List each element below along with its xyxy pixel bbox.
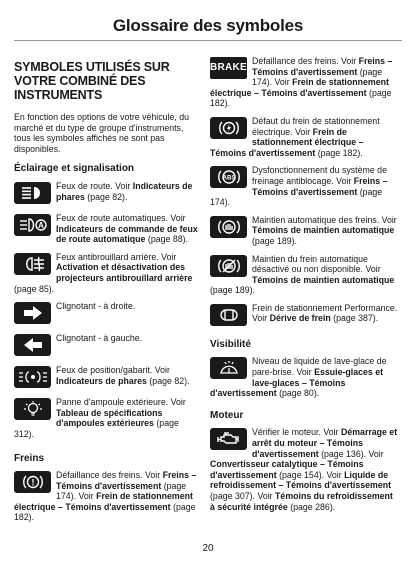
page-title: Glossaire des symboles — [112, 16, 304, 35]
visibility-heading: Visibilité — [210, 338, 251, 350]
brake-warning-icon — [14, 471, 51, 493]
svg-text:ABS: ABS — [222, 175, 235, 182]
entry-auto-hold-fault: Maintien du frein automatique désactivé ou non disponible. Voir Témoins de maintien automatique (page 189). — [210, 253, 395, 296]
performance-brake-icon — [210, 304, 247, 326]
entry-auto-high-beam: A Feux de route automatiques. Voir Indicateurs de commande de feux de route automatique (page 88). — [14, 213, 198, 245]
exterior-bulb-fault-icon — [14, 398, 51, 420]
high-beam-icon — [14, 182, 51, 204]
brakes-heading: Freins — [14, 452, 45, 464]
page-number: 20 — [202, 543, 214, 554]
entry-position-lamps: Feux de position/gabarit. Voir Indicateurs de phares (page 82). — [14, 365, 198, 390]
check-engine-icon — [210, 428, 247, 450]
svg-text:A: A — [37, 220, 44, 230]
auto-hold-icon — [210, 216, 247, 238]
entry-washer-fluid: Niveau de liquide de lave-glace de pare-brise. Voir Essuie-glaces et lave-glaces – Témoins d'avertissement (page 80). — [210, 356, 387, 399]
intro-paragraph: En fonction des options de votre véhicule, du marché et du type de groupe d'instruments, tous les symboles affichés ne sont pas disponibles. — [14, 112, 190, 154]
entry-turn-left: Clignotant - à gauche. — [14, 333, 198, 358]
entry-high-beam: Feux de route. Voir Indicateurs de phares (page 82). — [14, 181, 198, 206]
turn-right-icon — [14, 302, 51, 324]
abs-icon — [210, 166, 247, 188]
right-column — [210, 56, 400, 519]
rear-fog-lamp-icon — [14, 253, 51, 275]
entry-rear-fog: Feux antibrouillard arrière. Voir Activation et désactivation des projecteurs antibrouillard arrière (page 85). — [14, 251, 193, 294]
auto-high-beam-icon — [14, 214, 51, 236]
entry-abs: ABS Dysfonctionnement du système de freinage antiblocage. Voir Freins – Témoins d'avertissement (page 174). — [210, 165, 388, 208]
entry-auto-hold: Maintien automatique des freins. Voir Témoins de maintien automatique (page 189). — [210, 215, 400, 247]
lighting-heading: Éclairage et signalisation — [14, 163, 135, 175]
position-lamps-icon — [14, 366, 51, 388]
turn-left-icon — [14, 334, 51, 356]
entry-brake-warning: ! Défaillance des freins. Voir Freins – Témoins d'avertissement (page 174). Voir Frein de stationnement électrique – Témoins d'avertissement (page 182). — [14, 470, 197, 523]
svg-text:!: ! — [31, 477, 34, 488]
electric-park-brake-fault-icon — [210, 117, 247, 139]
entry-check-engine: Vérifier le moteur. Voir Démarrage et arrêt du moteur – Témoins d'avertissement (page 136). Voir Convertisseur catalytique – Témoins d'avertissement (page 154). Voir Liquide de refroidissement – Témoins d'avertissement (page 307). Voir Témoins du refroidissement à sécurité intégrée (page 286). — [210, 427, 398, 512]
engine-heading: Moteur — [210, 409, 244, 421]
entry-turn-right: Clignotant - à droite. — [14, 301, 198, 326]
left-column — [14, 50, 198, 530]
title-divider — [14, 40, 402, 41]
brake-text-icon: BRAKE — [210, 57, 247, 79]
entry-performance-brake: Frein de stationnement Performance. Voir Dérive de frein (page 387). — [210, 303, 400, 328]
entry-brake-text: BRAKE Défaillance des freins. Voir Freins – Témoins d'avertissement (page 174). Voir Frein de stationnement électrique – Témoins d'avertissement (page 182). — [209, 56, 393, 109]
section-title: SYMBOLES UTILISÉS SUR VOTRE COMBINÉ DES INSTRUMENTS — [14, 60, 170, 102]
entry-epb-fault: Défaut du frein de stationnement électrique. Voir Frein de stationnement électrique – Témoins d'avertissement (page 182). — [210, 115, 380, 158]
washer-fluid-icon — [210, 357, 247, 379]
auto-hold-fault-icon — [210, 255, 247, 277]
entry-bulb-fault: Panne d'ampoule extérieure. Voir Tableau de spécifications d'ampoules extérieures (page 312). — [14, 397, 186, 439]
